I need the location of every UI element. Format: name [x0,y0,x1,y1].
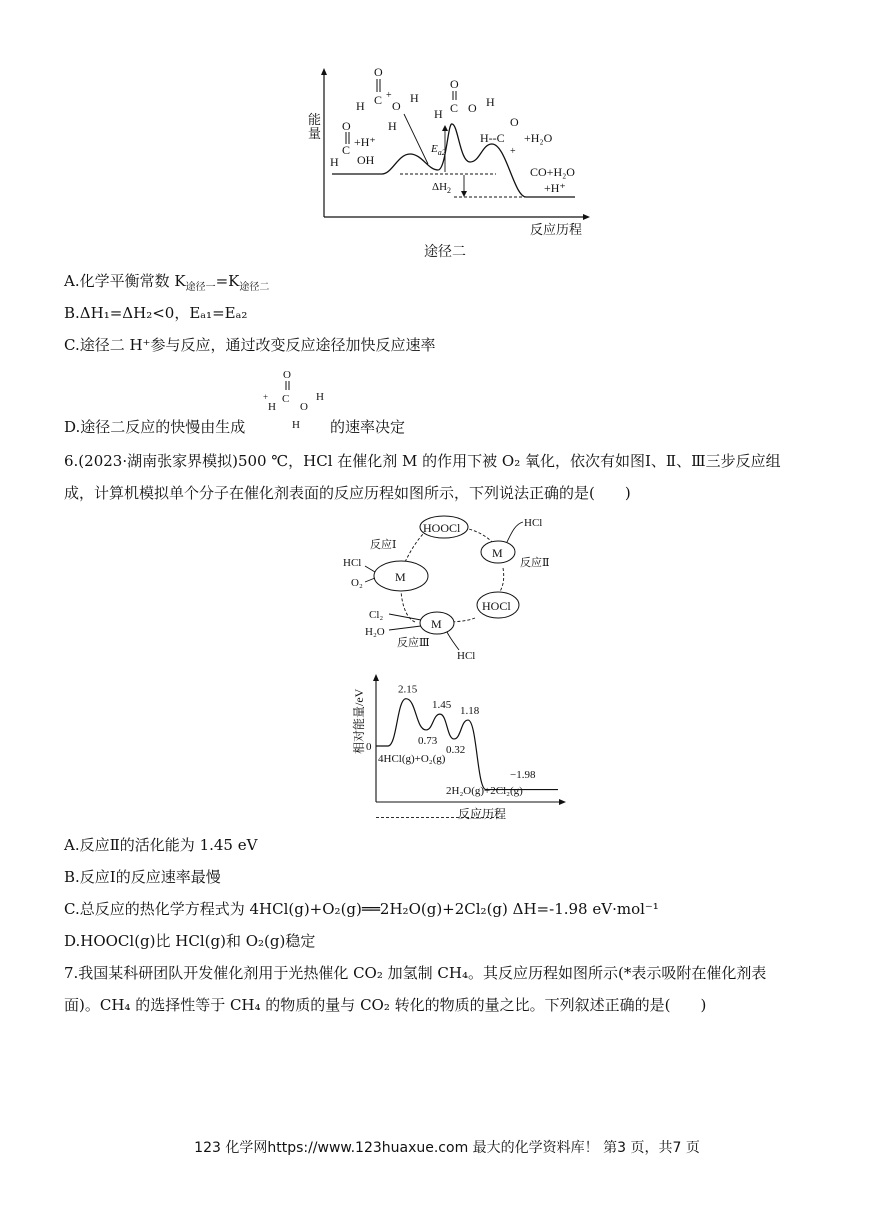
ea-arrow-head [442,125,448,131]
product-line-1: CO+H₂O [530,165,575,179]
dh-arrow-head [461,191,467,197]
page-footer: 123 化学网https://www.123huaxue.com 最大的化学资料库！ 第3 页，共7 页 [194,1140,700,1156]
x-axis-label: 反应历程 [530,222,583,237]
ea-label: $E_{a2}$ [431,143,446,157]
o2-label: O₂ [351,577,363,589]
svg-text:H: H [316,391,324,403]
option-5C: C.途径二 H⁺参与反应，通过改变反应途径加快反应速率 [64,336,436,354]
hcl-left-arrow [365,566,375,572]
q6-line1: 6.(2023·湖南张家界模拟)500 ℃，HCl 在催化剂 M 的作用下被 O₂ 氧化，依次有如图Ⅰ、Ⅱ、Ⅲ三步反应组 [64,452,781,470]
svg-text:H: H [268,401,276,413]
q7-line2: 面)。CH₄ 的选择性等于 CH₄ 的物质的量与 CO₂ 转化的物质的量之比。下列叙述正确的是( ) [64,996,707,1014]
svg-text:O: O [283,369,291,381]
formic-acid-C: C [342,143,351,157]
dh-label: $\Delta H_2$ [432,181,452,195]
peak-struct-O2: O [468,101,477,115]
reaction-1-label: 反应Ⅰ [370,539,397,551]
o2-arrow [365,578,375,582]
chart-point-label: 2.15 [398,683,418,696]
m-label-left: M [395,570,406,584]
option-5A [64,270,269,299]
right-struct-O: O [510,115,519,129]
h2o-arrow [389,626,421,630]
figure1-caption: 途径二 [424,244,466,260]
formic-acid-O: O [342,119,351,133]
peak-struct-C: C [450,101,459,115]
option-5A-text: A.化学平衡常数 K [64,272,186,290]
hcl-top-label: HCl [524,517,543,529]
chart-y-axis-arrow [373,674,379,681]
formic-acid-OH: OH [357,153,375,167]
top-struct-C: C [374,93,383,107]
reaction-3-label: 反应Ⅲ [397,637,430,649]
hoocl-label: HOOCl [423,521,461,535]
catalytic-cycle-diagram [335,510,565,665]
q7-line1: 7.我国某科研团队开发催化剂用于光热催化 CO₂ 加氢制 CH₄。其反应历程如图所示(*表示吸附在催化剂表 [64,964,767,982]
y-axis-arrow [321,68,327,75]
top-struct-H3: H [388,119,397,133]
chart-ylabel: 相对能量/eV [352,688,366,754]
reaction-2-label: 反应Ⅱ [520,557,550,569]
svg-text:O: O [300,401,308,413]
option-5D-post: 的速率决定 [330,418,406,436]
chart-end-label: 2H₂O(g)+2Cl₂(g) [446,785,523,797]
top-struct-H2: H [410,91,419,105]
option-5D-pre: D.途径二反应的快慢由生成 [64,418,246,436]
y-axis-label-2: 量 [308,126,322,141]
chart-point-label: 0.32 [446,743,466,756]
top-struct-plus: + [386,90,392,101]
q6-line2: 成，计算机模拟单个分子在催化剂表面的反应历程如图所示，下列说法正确的是( ) [64,484,631,502]
cl2-arrow [389,614,421,620]
chart-x-axis-arrow [559,799,566,805]
hcl-left-label: HCl [343,557,362,569]
hcl-top-arrow [507,522,523,542]
reactant-plus-h: +H⁺ [354,135,376,149]
energy-profile-figure [300,62,600,262]
relative-energy-chart [350,672,570,824]
m-label-right: M [492,546,503,560]
option-5A-sub2: 途径二 [239,282,270,293]
chart-point-label: 1.45 [432,699,452,712]
y-axis-label-1: 能 [308,112,322,127]
peak-struct-H: H [434,107,443,121]
option-6C: C.总反应的热化学方程式为 4HCl(g)+O₂(g)══2H₂O(g)+2Cl₂(g) ΔH=-1.98 eV·mol⁻¹ [64,900,659,918]
chart-point-label: 0.73 [418,734,438,747]
peak-struct-O: O [450,77,459,91]
svg-text:H: H [292,419,300,431]
option-6D: D.HOOCl(g)比 HCl(g)和 O₂(g)稳定 [64,932,316,950]
chart-start-label: 4HCl(g)+O₂(g) [378,753,446,765]
chart-xlabel: 反应历程 [458,807,507,821]
option-6A: A.反应Ⅱ的活化能为 1.45 eV [64,836,258,854]
top-struct-O: O [374,65,383,79]
top-struct-H: H [356,99,365,113]
option-6B: B.反应Ⅰ的反应速率最慢 [64,868,221,886]
right-struct-H: H--C [480,131,505,145]
product-line-2: +H⁺ [544,181,566,195]
option-5D-structure [262,366,334,432]
m-label-bottom: M [431,617,442,631]
x-axis-arrow [583,214,590,220]
svg-text:C: C [282,393,290,405]
right-plus-h2o: +H₂O [524,131,553,145]
top-struct-O2: O [392,99,401,113]
option-5A-mid: =K [215,272,240,290]
formic-acid-H: H [330,155,339,169]
hcl-bottom-label: HCl [457,650,476,662]
svg-text:+: + [263,392,269,402]
hocl-label: HOCl [482,599,511,613]
h2o-label: H₂O [365,626,385,638]
right-struct-plus: + [510,146,516,157]
hcl-bottom-arrow [447,632,459,650]
chart-zero-tick: 0 [366,741,372,753]
peak-struct-H2: H [486,95,495,109]
option-5B: B.ΔH₁=ΔH₂<0，Eₐ₁=Eₐ₂ [64,304,248,322]
option-5A-sub1: 途径一 [185,282,216,293]
pointer-arrow [404,114,428,164]
cl2-label: Cl₂ [369,609,384,621]
chart-end-value-label: −1.98 [510,769,536,781]
chart-point-label: 1.18 [460,705,480,718]
